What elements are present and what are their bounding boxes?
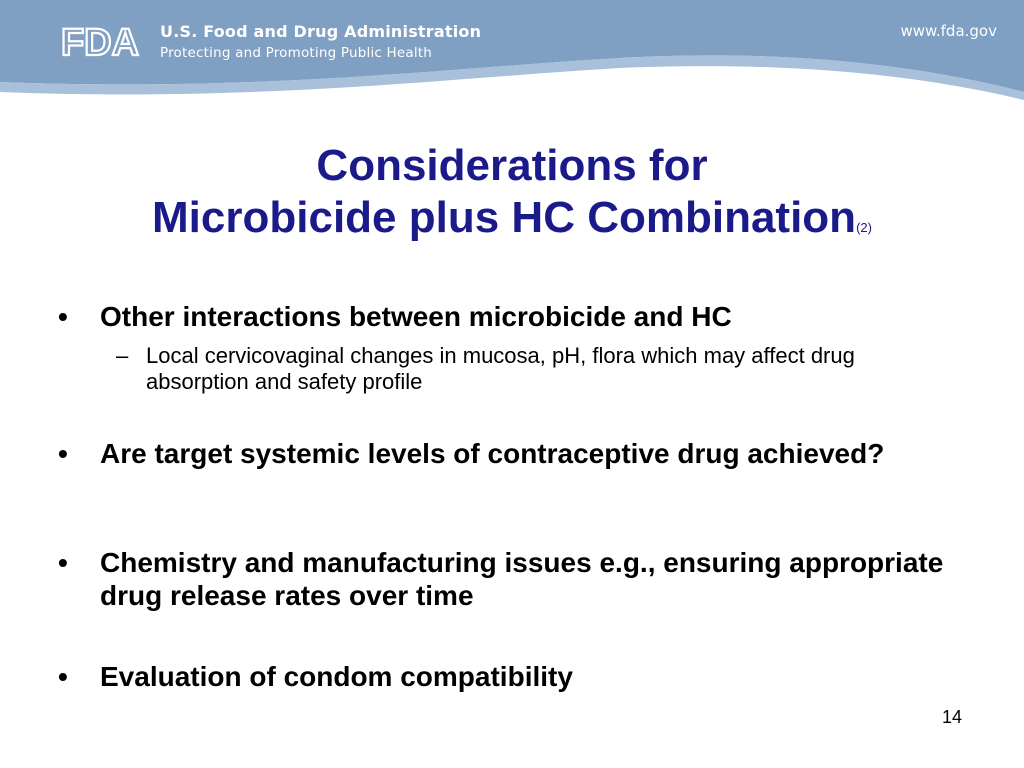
sub-bullet-1-text: Local cervicovaginal changes in mucosa, pH, flora which may affect drug absorption and safety profile xyxy=(146,343,855,394)
bullet-2 xyxy=(58,437,958,470)
bullet-2-text: Are target systemic levels of contraceptive drug achieved? xyxy=(100,438,885,469)
slide-title xyxy=(0,140,1024,254)
header-banner xyxy=(0,0,1024,110)
bullet-3-text: Chemistry and manufacturing issues e.g., ensuring appropriate drug release rates over time xyxy=(100,547,944,611)
title-line-2 xyxy=(0,192,1024,254)
bullet-4 xyxy=(58,660,958,693)
bullet-marker: • xyxy=(58,301,68,332)
sub-bullet-1 xyxy=(116,343,936,395)
website-url: www.fda.gov xyxy=(900,22,997,40)
title-line-2-text: Microbicide plus HC Combination xyxy=(152,193,857,242)
bullet-1-text: Other interactions between microbicide and HC xyxy=(100,301,732,332)
bullet-marker: • xyxy=(58,438,68,469)
page-number: 14 xyxy=(941,707,962,727)
title-line-1: Considerations for xyxy=(316,141,708,190)
bullet-marker: • xyxy=(58,661,68,692)
agency-tagline: Protecting and Promoting Public Health xyxy=(160,45,433,61)
fda-logo xyxy=(50,22,150,60)
bullet-1 xyxy=(58,300,958,333)
fda-logo-text: FDA xyxy=(60,22,140,60)
agency-name: U.S. Food and Drug Administration xyxy=(160,22,482,41)
title-reference: (2) xyxy=(856,220,872,235)
sub-bullet-marker: – xyxy=(116,343,129,368)
bullet-3 xyxy=(58,546,958,612)
bullet-4-text: Evaluation of condom compatibility xyxy=(100,661,573,692)
bullet-marker: • xyxy=(58,547,68,578)
